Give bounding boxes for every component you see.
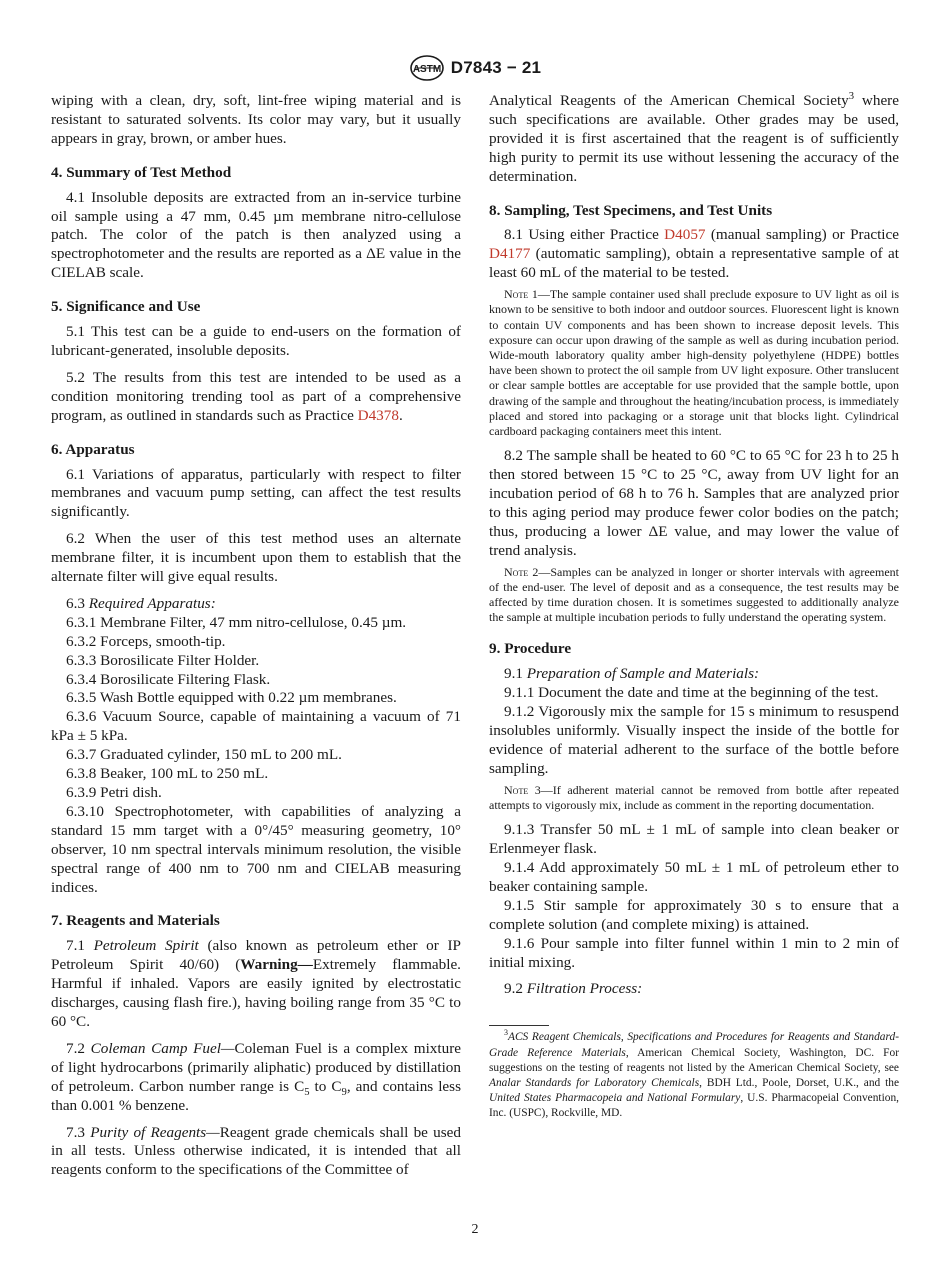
para-8-1: 8.1 Using either Practice D4057 (manual sampling) or Practice D4177 (automatic sampling), obtain a representative sample of at least 60 mL of the material to be tested. <box>489 226 899 282</box>
para-6-2: 6.2 When the user of this test method uses an alternate membrane filter, it is incumbent upon them to establish that the alternate filter will give equal results. <box>51 530 461 586</box>
list-item: 6.3.10 Spectrophotometer, with capabilities of analyzing a standard 15 mm target with a 0°/45° measuring geometry, 10° observer, 10 nm spectral intervals minimum resolution, the visible spectral range of 400 nm to 700 nm and CIELAB measuring indices. <box>51 802 461 896</box>
list-item: 6.3.9 Petri dish. <box>66 784 162 801</box>
standard-designation: D7843 − 21 <box>450 58 542 77</box>
section-4-heading: 4. Summary of Test Method <box>51 163 232 181</box>
page-header <box>0 54 950 82</box>
link-d4057[interactable]: D4057 <box>664 226 706 244</box>
note-2: Note 2—Samples can be analyzed in longer or shorter intervals with agreement of the end-user. The level of deposit and as a consequence, the test results may be affected by time duration chosen. It is sometimes suggested to additionally analyze the sample at multiple incubation periods to fully understand the operating system. <box>489 564 899 625</box>
para-4-1: 4.1 Insoluble deposits are extracted from an in-service turbine oil sample using a 47 mm, 0.45 µm membrane nitro-cellulose patch. The color of the patch is then analyzed using a spectrophotometer and the results are reported as a ΔE value in the CIELAB scale. <box>51 188 461 282</box>
astm-logo-text: ASTM <box>412 64 441 75</box>
para-9-1-2: 9.1.2 Vigorously mix the sample for 15 s minimum to resuspend insolubles uniformly. Visually inspect the inside of the bottle for evidence of material adherent to the surface of the bottle before sampling. <box>489 703 899 777</box>
section-8-heading: 8. Sampling, Test Specimens, and Test Units <box>489 201 773 219</box>
section-5-heading: 5. Significance and Use <box>51 298 201 316</box>
list-item: 6.3.1 Membrane Filter, 47 mm nitro-cellulose, 0.45 µm. <box>66 613 407 631</box>
astm-logo-icon <box>409 54 445 82</box>
para-9-1-6: 9.1.6 Pour sample into filter funnel within 1 min to 2 min of initial mixing. <box>489 934 899 971</box>
intro-paragraph: wiping with a clean, dry, soft, lint-free wiping material and is resistant to saturated solvents. Its color may vary, but it usually appears in gray, brown, or amber hues. <box>51 92 461 147</box>
list-item: 6.3.5 Wash Bottle equipped with 0.22 µm membranes. <box>66 689 397 707</box>
note-3: Note 3—If adherent material cannot be removed from bottle after repeated attempts to vigorously mix, include as comment in the reporting documentation. <box>489 782 899 812</box>
left-column <box>51 92 461 1180</box>
list-item: 6.3.3 Borosilicate Filter Holder. <box>66 651 260 669</box>
para-7-3-continued: Analytical Reagents of the American Chemical Society$^3$ where such specifications are available. Other grades may be used, provided it is first ascertained that the reagent is of sufficiently high purity to permit its use without lessening the accuracy of the determination. <box>489 90 899 185</box>
para-9-1-5: 9.1.5 Stir sample for approximately 30 s to ensure that a complete solution (and complete mixing) is attained. <box>489 896 899 933</box>
list-item: 6.3.6 Vacuum Source, capable of maintaining a vacuum of 71 kPa ± 5 kPa. <box>51 708 461 745</box>
link-d4378[interactable]: D4378 <box>357 406 399 424</box>
para-5-2: 5.2 The results from this test are intended to be used as a condition monitoring trending tool as part of a comprehensive program, as outlined in standards such as Practice D4378. <box>51 368 461 424</box>
para-9-1: 9.1 Preparation of Sample and Materials: <box>504 665 760 683</box>
list-item: 6.3.2 Forceps, smooth-tip. <box>66 632 226 650</box>
para-7-1: 7.1 Petroleum Spirit (also known as petroleum ether or IP Petroleum Spirit 40/60) (Warning—Extremely flammable. Harmful if inhaled. Vapors are easily ignited by electrostatic discharges, causing flash fire.), having boiling range from 35 °C to 60 °C. <box>51 937 461 1030</box>
para-7-2: 7.2 Coleman Camp Fuel—Coleman Fuel is a complex mixture of light hydrocarbons (primarily aliphatic) produced by distillation of petroleum. Carbon number range is $C_5$ to $C_9$, and contains less than 0.001 % benzene. <box>51 1039 462 1114</box>
right-column <box>489 92 899 1122</box>
footnote-divider <box>489 1025 549 1026</box>
para-6-3: 6.3 Required Apparatus: <box>66 594 216 612</box>
list-item: 6.3.8 Beaker, 100 mL to 250 mL. <box>66 765 269 783</box>
para-9-1-4: 9.1.4 Add approximately 50 mL ± 1 mL of petroleum ether to beaker containing sample. <box>489 859 899 895</box>
para-9-1-3: 9.1.3 Transfer 50 mL ± 1 mL of sample into clean beaker or Erlenmeyer flask. <box>489 821 899 858</box>
note-1: Note 1—The sample container used shall preclude exposure to UV light as oil is known to be sensitive to both indoor and outdoor sources. Fluorescent light is known to contain UV components and has been shown to increase deposit levels. This exposure can occur upon drawing of the sample as well as during incubation period. Wide-mouth laboratory quality amber high-density polyethylene (HDPE) bottles have been shown to protect the oil sample from UV light exposure. Other translucent or clear sample bottles are acceptable for use provided that the sample bottle, upon drawing of the sample and throughout the heating/incubation process, is immediately placed and stored into packaging or a storage unit that blocks light. Cylindrical cardboard packaging containers meet this intent. <box>489 287 899 438</box>
para-6-1: 6.1 Variations of apparatus, particularly with respect to filter membranes and vacuum pump setting, can affect the test results significantly. <box>51 465 461 521</box>
section-7-heading: 7. Reagents and Materials <box>51 912 220 930</box>
para-7-3: 7.3 Purity of Reagents—Reagent grade chemicals shall be used in all tests. Unless otherwise indicated, it is intended that all reagents conform to the specifications of the Committee of <box>51 1123 461 1179</box>
list-item: 6.3.4 Borosilicate Filtering Flask. <box>66 670 271 688</box>
link-d4177[interactable]: D4177 <box>489 245 531 263</box>
page-number: 2 <box>471 1222 479 1237</box>
section-6-heading: 6. Apparatus <box>51 440 135 458</box>
list-item: 6.3.7 Graduated cylinder, 150 mL to 200 mL. <box>66 746 342 764</box>
para-9-1-1: 9.1.1 Document the date and time at the beginning of the test. <box>504 684 879 702</box>
footnote-3: $^3$ACS Reagent Chemicals, Specifications and Procedures for Reagents and Standard-Grade Reference Materials, American Chemical Society, Washington, DC. For suggestions on the testing of reagents not listed by the American Chemical Society, see Analar Standards for Laboratory Chemicals, BDH Ltd., Poole, Dorset, U.K., and the United States Pharmacopeia and National Formulary, U.S. Pharmacopeial Convention, Inc. (USPC), Rockville, MD. <box>489 1028 900 1120</box>
para-9-2: 9.2 Filtration Process: <box>504 980 643 998</box>
section-9-heading: 9. Procedure <box>489 640 572 658</box>
para-5-1: 5.1 This test can be a guide to end-users on the formation of lubricant-generated, insoluble deposits. <box>51 323 461 359</box>
para-8-2: 8.2 The sample shall be heated to 60 °C to 65 °C for 23 h to 25 h then stored between 15 °C to 25 °C, away from UV light for an incubation period of 68 h to 76 h. Samples that are analyzed prior to this aging period may produce fewer color bodies on the patch; thus, producing a lower ΔE value, and may lower the value of trend analysis. <box>489 447 899 559</box>
